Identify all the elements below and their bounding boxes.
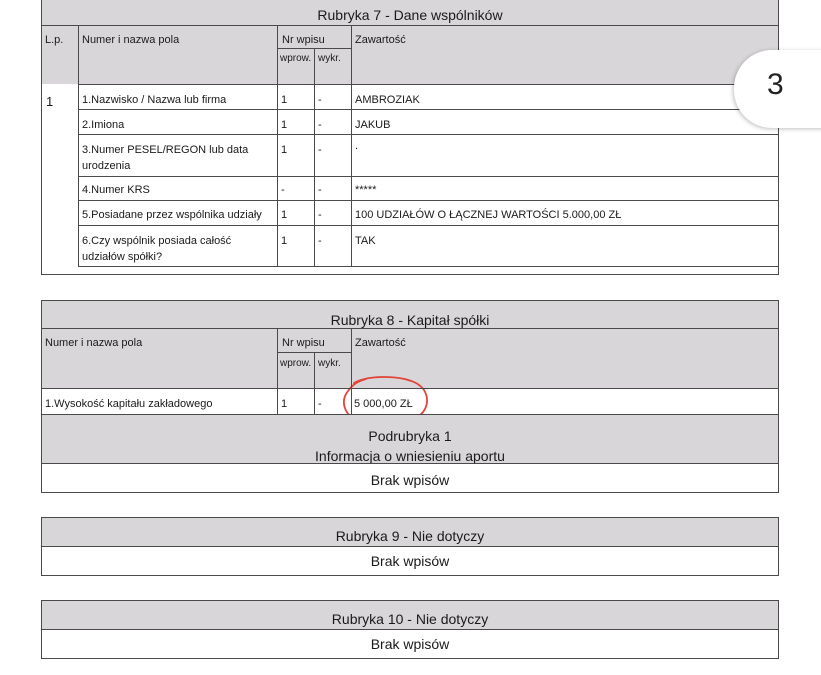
grid-line (351, 26, 352, 266)
grid-line (277, 26, 278, 266)
rubryka-8-section (41, 300, 779, 493)
grid-line (78, 225, 778, 226)
field-nazwisko: 1.Nazwisko / Nazwa lub firma (82, 94, 227, 106)
value-udzialy: 100 UDZIAŁÓW O ŁĄCZNEJ WARTOŚCI 5.000,00 ZŁ (355, 209, 622, 221)
grid-line (277, 329, 278, 414)
col-lp-header: L.p. (45, 34, 64, 46)
value-nazwisko: AMBROZIAK (355, 94, 420, 106)
wprow-pesel: 1 (281, 144, 288, 156)
grid-line (314, 49, 315, 266)
col-content-header: Zawartość (355, 337, 406, 349)
field-pesel: 3.Numer PESEL/REGON lub data urodzenia (82, 144, 249, 172)
grid-line (78, 200, 778, 201)
podrubryka-1-title: Podrubryka 1 (368, 428, 452, 444)
col-wykr-header: wykr. (318, 358, 341, 369)
col-nr-header: Nr wpisu (282, 337, 325, 349)
field-kapital: 1.Wysokość kapitału zakładowego (45, 398, 213, 410)
value-kapital: 5 000,00 ZŁ (354, 398, 413, 410)
wykr-calosc: - (318, 235, 322, 247)
col-wprow-header: wprow. (280, 358, 312, 369)
col-content-header: Zawartość (355, 34, 406, 46)
grid-line (78, 266, 778, 267)
wprow-udzialy: 1 (281, 209, 288, 221)
grid-line (277, 48, 351, 49)
grid-line (78, 134, 778, 135)
podrubryka-1-empty: Brak wpisów (370, 472, 450, 488)
row-lp-value: 1 (46, 94, 54, 109)
value-imiona: JAKUB (355, 119, 391, 131)
grid-line (78, 176, 778, 177)
rubryka-9-section (41, 517, 779, 576)
col-wprow-header: wprow. (280, 53, 312, 64)
value-pesel: . (355, 140, 359, 152)
col-wykr-header: wykr. (318, 53, 341, 64)
wykr-krs: - (318, 184, 322, 196)
wykr-pesel: - (318, 144, 322, 156)
wprow-krs: - (281, 184, 285, 196)
col-field-header: Numer i nazwa pola (45, 337, 143, 349)
podrubryka-1-subtitle: Informacja o wniesieniu aportu (315, 448, 505, 464)
grid-line (42, 388, 778, 389)
col-field-header: Numer i nazwa pola (82, 34, 180, 46)
col-nr-header: Nr wpisu (282, 34, 325, 46)
rubryka-9-empty: Brak wpisów (370, 553, 450, 569)
page-number: 3 (767, 68, 784, 101)
rubryka-8-title: Rubryka 8 - Kapitał spółki (42, 301, 778, 329)
field-krs: 4.Numer KRS (82, 184, 150, 196)
grid-line (78, 109, 778, 110)
field-imiona: 2.Imiona (82, 119, 125, 131)
rubryka-7-title: Rubryka 7 - Dane wspólników (42, 0, 778, 26)
grid-line (351, 329, 352, 414)
value-calosc: TAK (355, 235, 376, 247)
podrubryka-1-header (42, 414, 778, 464)
grid-line (78, 26, 79, 266)
rubryka-10-section (41, 600, 779, 659)
rubryka-10-title: Rubryka 10 - Nie dotyczy (42, 601, 778, 630)
rubryka-10-empty: Brak wpisów (370, 636, 450, 652)
wprow-calosc: 1 (281, 235, 288, 247)
rubryka-7-section (41, 0, 779, 275)
grid-line (277, 352, 351, 353)
wykr-imiona: - (318, 119, 322, 131)
wykr-udzialy: - (318, 209, 322, 221)
wprow-nazwisko: 1 (281, 94, 288, 106)
field-calosc: 6.Czy wspólnik posiada całość udziałów spółki? (82, 235, 232, 263)
field-udzialy: 5.Posiadane przez wspólnika udziały (82, 209, 262, 221)
wykr-nazwisko: - (318, 94, 322, 106)
rubryka-9-title: Rubryka 9 - Nie dotyczy (42, 518, 778, 547)
page-number-badge (734, 50, 821, 128)
wprow-imiona: 1 (281, 119, 288, 131)
value-krs: ***** (355, 184, 377, 196)
grid-line (78, 84, 778, 85)
wykr-kapital: - (318, 398, 322, 410)
grid-line (314, 352, 315, 414)
wprow-kapital: 1 (281, 398, 288, 410)
